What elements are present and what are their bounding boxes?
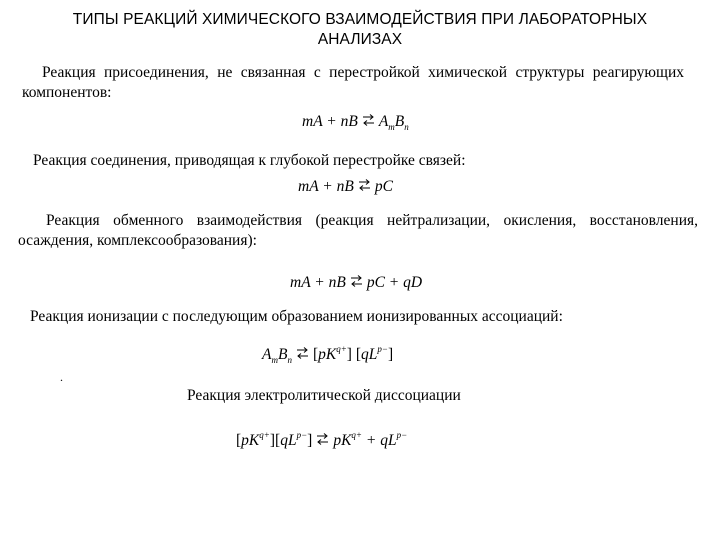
title-line-2: АНАЛИЗАХ	[317, 31, 403, 48]
equilibrium-arrow-icon	[316, 432, 329, 446]
reaction-dissociation-text: Реакция электролитической диссоциации	[187, 387, 461, 404]
equilibrium-arrow-icon	[350, 274, 363, 288]
reaction-addition-text: Реакция присоединения, не связанная с перестройкой химической структуры реагирующих компонентов:	[22, 64, 684, 101]
stray-dot: .	[60, 370, 63, 384]
equation-ionization: $A_mB_n$ $[pK^{q+}]$ $[qL^{p-}]$	[262, 344, 394, 365]
reaction-ionization-text: Реакция ионизации с последующим образованием ионизированных ассоциаций:	[30, 308, 563, 325]
page-title	[40, 10, 680, 50]
reaction-combination-text: Реакция соединения, приводящая к глубокой перестройке связей:	[33, 152, 466, 169]
equilibrium-arrow-icon	[358, 178, 371, 192]
equation-exchange: mA + nB pC + qD	[290, 274, 423, 291]
equilibrium-arrow-icon	[362, 113, 375, 127]
equation-addition: mA + nB $A_mB_n$	[302, 113, 409, 132]
equation-combination: mA + nB pC	[298, 178, 393, 195]
title-line-1: ТИПЫ РЕАКЦИЙ ХИМИЧЕСКОГО ВЗАИМОДЕЙСТВИЯ ПРИ ЛАБОРАТОРНЫХ	[72, 11, 648, 28]
equation-dissociation: $[pK^{q+}][qL^{p-}]$ $pK^{q+} + qL^{p-}$	[236, 430, 408, 449]
reaction-exchange-text: Реакция обменного взаимодействия (реакция нейтрализации, окисления, восстановления, осаждения, комплексообразования):	[18, 212, 698, 249]
equilibrium-arrow-icon	[296, 346, 309, 360]
